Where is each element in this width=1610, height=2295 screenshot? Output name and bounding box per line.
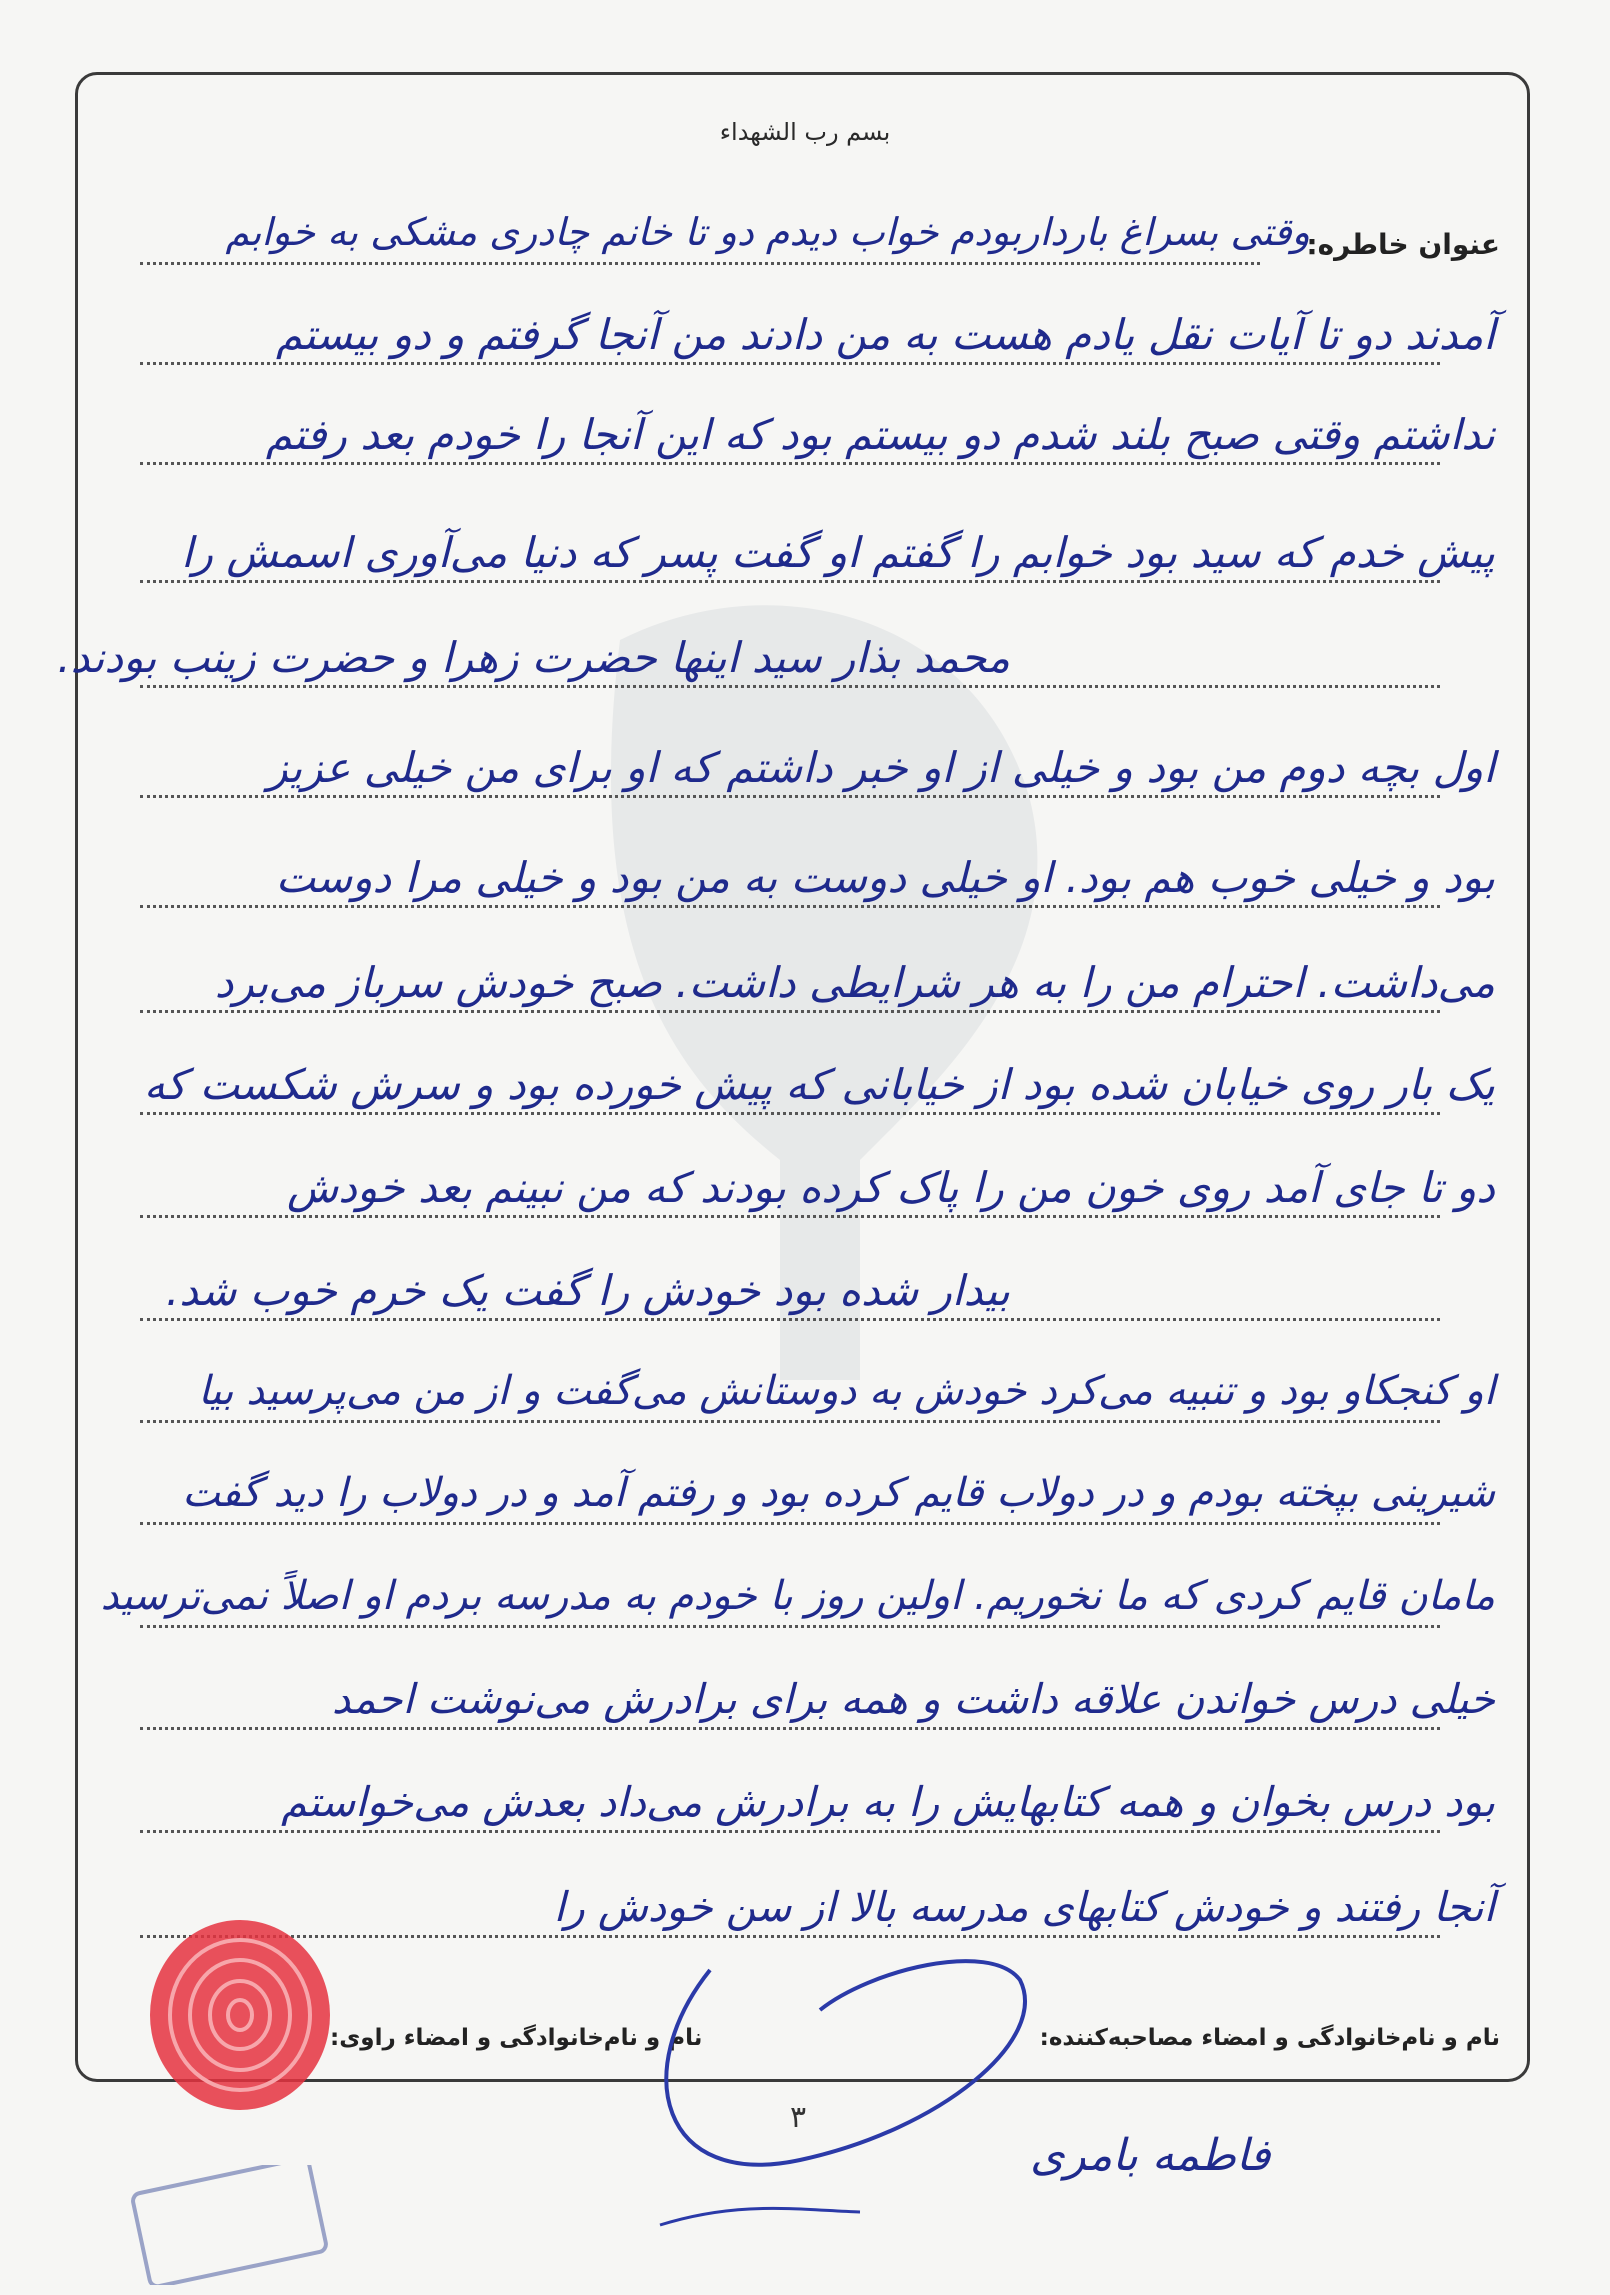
rule-line xyxy=(140,462,1440,465)
rule-line xyxy=(140,1727,1440,1730)
handwritten-line: بیدار شده بود خودش را گفت یک خرم خوب شد. xyxy=(165,1266,1010,1315)
handwritten-line: می‌داشت. احترام من را به هر شرایطی داشت. صبح خودش سرباز می‌برد xyxy=(214,958,1495,1007)
rule-line xyxy=(140,795,1440,798)
handwritten-line: خیلی درس خواندن علاقه داشت و همه برای برادرش می‌نوشت احمد xyxy=(331,1675,1495,1723)
rule-line xyxy=(140,905,1440,908)
handwritten-line: نداشتم وقتی صبح بلند شدم دو بیستم بود که این آنجا را خودم بعد رفتم xyxy=(265,410,1495,459)
handwritten-line: آنجا رفتند و خودش کتابهای مدرسه بالا از سن خودش را xyxy=(553,1883,1495,1931)
signature-loop xyxy=(620,1950,1100,2250)
rule-line xyxy=(140,1010,1440,1013)
handwritten-line: بود و خیلی خوب هم بود. او خیلی دوست به من بود و خیلی مرا دوست xyxy=(275,853,1495,902)
fingerprint-mark xyxy=(140,1915,340,2115)
rule-line xyxy=(140,1625,1440,1628)
page-heading: بسم رب الشهداء xyxy=(719,118,891,146)
page-number: ۳ xyxy=(790,2100,807,2135)
rule-line xyxy=(140,685,1440,688)
rule-line xyxy=(140,262,1260,265)
handwritten-line: او کنجکاو بود و تنبیه می‌کرد خودش به دوستانش می‌گفت و از من می‌پرسید بیا xyxy=(198,1368,1495,1414)
handwritten-line: وقتی بسراغ بارداربودم خواب دیدم دو تا خانم چادری مشکی به خوابم xyxy=(225,210,1310,254)
rule-line xyxy=(140,1420,1440,1423)
rule-line xyxy=(140,1318,1440,1321)
handwritten-line: آمدند دو تا آیات نقل یادم هست به من دادند من آنجا گرفتم و دو بیستم xyxy=(276,310,1495,359)
rule-line xyxy=(140,580,1440,583)
handwritten-line: اول بچه دوم من بود و خیلی از او خبر داشتم که او برای من خیلی عزیز xyxy=(267,743,1495,792)
rule-line xyxy=(140,362,1440,365)
handwritten-line: شیرینی بپخته بودم و در دولاب قایم کرده بود و رفتم آمد و در دولاب را دید گفت xyxy=(182,1470,1495,1516)
rule-line xyxy=(140,1830,1440,1833)
handwritten-line: محمد بذار سید اینها حضرت زهرا و حضرت زینب بودند. xyxy=(57,633,1010,682)
narrator-signature: فاطمه بامری xyxy=(1030,2130,1271,2181)
interviewer-signature-label: نام و نام‌خانوادگی و امضاء مصاحبه‌کننده: xyxy=(1039,2025,1500,2051)
handwritten-line: یک بار روی خیابان شده بود از خیابانی که پیش خورده بود و سرش شکست که xyxy=(143,1060,1495,1109)
handwritten-line: مامان قایم کردی که ما نخوریم. اولین روز با خودم به مدرسه بردم او اصلاً نمی‌ترسید xyxy=(100,1573,1495,1619)
memory-title-label: عنوان خاطره: xyxy=(1306,228,1500,261)
rule-line xyxy=(140,1522,1440,1525)
handwritten-line: بود درس بخوان و همه کتابهایش را به برادرش می‌داد بعدش می‌خواستم xyxy=(281,1778,1495,1826)
rule-line xyxy=(140,1112,1440,1115)
ink-stamp xyxy=(120,2165,340,2285)
narrator-signature-label: نام و نام‌خانوادگی و امضاء راوی: xyxy=(330,2025,703,2051)
rule-line xyxy=(140,1215,1440,1218)
handwritten-line: دو تا جای آمد روی خون من را پاک کرده بودند که من نبینم بعد خودش xyxy=(287,1163,1495,1212)
handwritten-line: پیش خدم که سید بود خوابم را گفتم او گفت پسر که دنیا می‌آوری اسمش را xyxy=(181,528,1495,577)
